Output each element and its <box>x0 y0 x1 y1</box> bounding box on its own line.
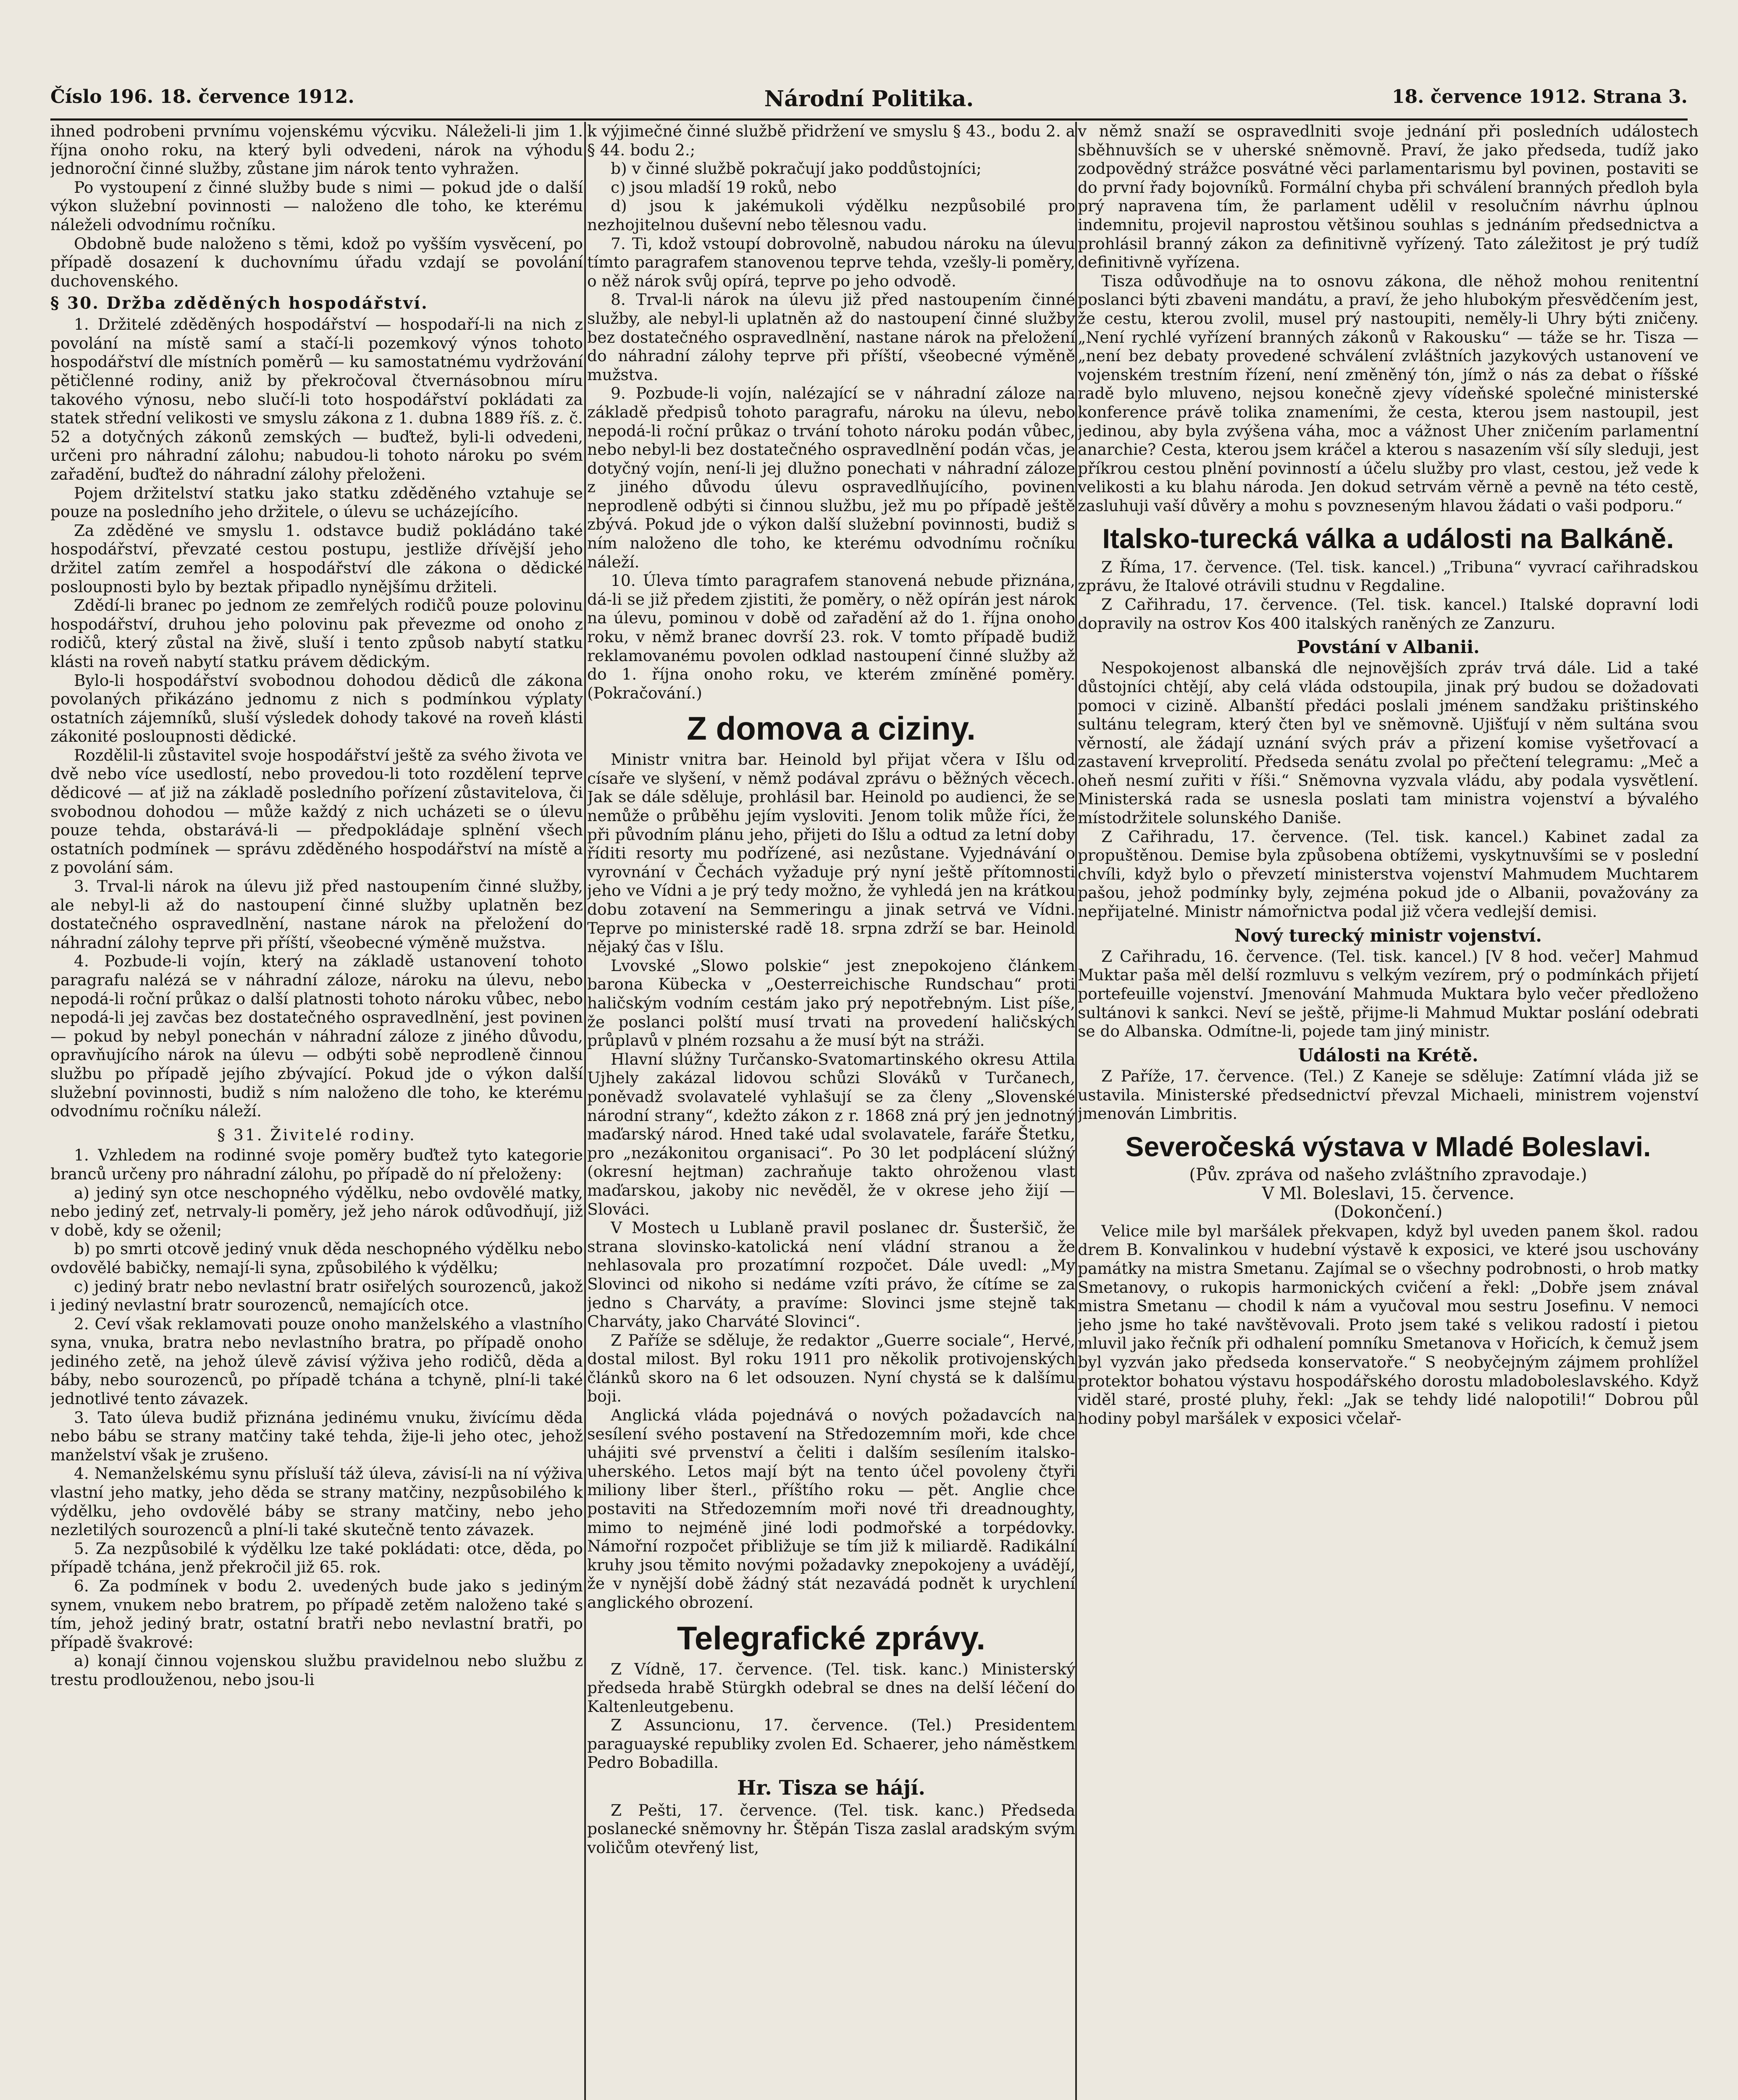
paragraph: 6. Za podmínek v bodu 2. uvedených bude jako s jediným synem, vnukem nebo bratrem, po případě zetěm naloženo také s tím, jehož jediný bratr, ostatní bratři nebo nevlastní bratři, po případě švakrové: <box>50 1577 583 1651</box>
heading-italy-turkey: Italsko-turecká válka a události na Balkáně. <box>1102 523 1674 554</box>
paragraph: 8. Trval-li nárok na úlevu již před nastoupením činné služby, ale nebyl-li uplatněn až do nastoupení činné služby bez dostatečného ospravedlnění, nastane nárok na přeložení do náhradní zálohy teprve při příští, všeobecné výměně mužstva. <box>587 290 1075 384</box>
paragraph: ihned podrobeni prvnímu vojenskému výcviku. Náleželi-li jim 1. října onoho roku, na který byli odvedeni, nárok na výhodu jednoroční činné služby, zůstane jim nárok tento vyhražen. <box>50 122 583 178</box>
column-1 <box>50 122 583 2100</box>
paragraph: Z Cařihradu, 17. července. (Tel. tisk. kancel.) Kabinet zadal za propuštěnou. Demise byla způsobena obtížemi, vyskytnuvšími se v poslední chvíli, když bylo o převzetí ministerstva vojenství Mahmudem Muchtarem pašou, jehož podmínky byly, zejména pokud jde o Albanii, považovány za nepřijatelné. Ministr námořnictva podal již včera vedlejší demisi. <box>1078 827 1699 921</box>
section-heading-31: § 31. Živitelé rodiny. <box>217 1125 416 1144</box>
paragraph: Tisza odůvodňuje na to osnovu zákona, dle něhož mohou renitentní poslanci býti zbaveni mandátu, a praví, že jeho hlubokým přesvědčením jest, že cestu, kterou zvolil, musel prý nastoupiti, neměly-li Uhry býti zničeny. „Není rychlé vyřízení branných zákonů v Rakousku“ — táže se hr. Tisza — „není bez debaty provedené schválení zvláštních jazykových ustanovení ve vojenském trestním řízení, není změněný tón, jímž o nás za debat o říšské radě bylo mluveno, nejsou konečně zjevy vídeňské společné ministerské konference právě tolika znameními, že cesta, kterou jsem nastoupil, jest jedinou, aby byla zvýšena váha, moc a vážnost Uher zničením parlamentní anarchie? Cesta, kterou jsem kráčel a kterou s nasazením vší síly sleduji, jest příkrou cestou plnění povinností a účelu služby pro vlast, cestou, jež vede k velikosti a ku blahu národa. Jen dokud setrvám věrně a pevně na této cestě, zasluhuji vaší důvěry a mohu s povzneseným hlavou žádati o vaši podporu.“ <box>1078 271 1699 515</box>
page-info: 18. července 1912. Strana 3. <box>1391 86 1688 108</box>
paragraph: b) v činné službě pokračují jako poddůstojníci; <box>611 159 982 178</box>
paragraph: a) jediný syn otce neschopného výdělku, nebo ovdovělé matky, nebo jediný zeť, netrvaly-li poměry, jež jeho nárok odůvodňují, již v době, kdy se oženil; <box>50 1183 583 1239</box>
paragraph: 1. Držitelé zděděných hospodářství — hospodaří-li na nich z povolání na místě samí a stačí-li pozemkový výnos tohoto hospodářství dle místních poměrů — ku samostatnému vydržování pětičlenné rodiny, aniž by překročoval čtvernásobnou míru takového výnosu, nebo slučí-li toto hospodářství pokládati za statek střední velikosti ve smyslu zákona z 1. dubna 1889 říš. z. č. 52 a dotyčných zákonů zemských — buďtež, byli-li odvedeni, určeni pro náhradní zálohu; nabudou-li tohoto nároku po svém zařadění, buďtež do náhradní zálohy přeloženi. <box>50 315 583 483</box>
paragraph: 3. Trval-li nárok na úlevu již před nastoupením činné služby, ale nebyl-li až do nastoupení činné služby uplatněn bez dostatečného ospravedlnění, nastane nárok na přeložení do náhradní zálohy teprve při příští, všeobecné výměně mužstva. <box>50 877 583 952</box>
paragraph: Z Paříže, 17. července. (Tel.) Z Kaneje se sděluje: Zatímní vláda již se ustavila. Ministerské předsednictví převzal Michaeli, ministrem vojenství jmenován Limbritis. <box>1078 1066 1699 1123</box>
issue-info: Číslo 196. 18. července 1912. <box>50 86 354 108</box>
paragraph: V Mostech u Lublaně pravil poslanec dr. Šusteršič, že strana slovinsko-katolická není vládní stranou a že nehlasovala pro prozatímní rozpočet. Dále uvedl: „My Slovinci od nikoho si nedáme vzíti právo, že cítíme se za jedno s Charváty, a pravíme: Slovinci jsme stejně tak Charváty, jako Charváté Slovinci“. <box>587 1218 1075 1331</box>
paragraph: 9. Pozbude-li vojín, nalézající se v náhradní záloze na základě předpisů tohoto paragrafu, nároku na úlevu, nebo nepodá-li roční průkaz o trvání tohoto nároku podán vůbec, nebo nebyl-li bez dostatečného ospravedlnění podán včas, je dotyčný vojín, není-li jej dlužno ponechati v náhradní záloze z jiného důvodu úlevu ospravedlňujícího, povinen neprodleně odbýti si činnou službu, jež mu po případě ještě zbývá. Pokud jde o výkon další služební povinnosti, budiž s ním naloženo dle toho, ke kterému odvodnímu ročníku náleží. <box>587 384 1075 571</box>
paragraph: b) po smrti otcově jediný vnuk děda neschopného výdělku nebo ovdovělé babičky, nemají-li syna, způsobilého k výdělku; <box>50 1239 583 1277</box>
paragraph: 4. Nemanželskému synu přísluší táž úleva, závisí-li na ní výživa vlastní jeho matky, jeho děda se strany matčiny, nezpůsobilého k výdělku, jeho ovdovělé báby se strany matčiny, nebo jeho nezletilých sourozenců a plní-li také skutečně tento závazek. <box>50 1464 583 1539</box>
paragraph: Z Pešti, 17. července. (Tel. tisk. kanc.) Předseda poslanecké sněmovny hr. Štěpán Tisza zaslal aradským svým voličům otevřený list, <box>587 1801 1075 1857</box>
column-2 <box>587 122 1075 2100</box>
paragraph: Z Vídně, 17. července. (Tel. tisk. kanc.) Ministerský předseda hrabě Stürgkh odebral se dnes na delší léčení do Kaltenleutgebenu. <box>587 1659 1075 1716</box>
heading-tisza: Hr. Tisza se hájí. <box>737 1776 926 1800</box>
paragraph: Z Assuncionu, 17. července. (Tel.) Presidentem paraguayské republiky zvolen Ed. Schaerer, jeho náměstkem Pedro Bobadilla. <box>587 1716 1075 1772</box>
paragraph: Bylo-li hospodářství svobodnou dohodou dědiců dle zákona povolaných přikázáno jednomu z nich s podmínkou výplaty ostatních zájemníků, sluší výsledek dohody takové na roveň klásti zákonité posloupnosti dědické. <box>50 671 583 746</box>
paragraph: k výjimečné činné službě přidržení ve smyslu § 43., bodu 2. a § 44. bodu 2.; <box>587 122 1075 159</box>
paragraph: Z Cařihradu, 16. července. (Tel. tisk. kancel.) [V 8 hod. večer] Mahmud Muktar paša měl delší rozmluvu s velkým vezírem, prý o podmínkách přijetí portefeuille vojenství. Jmenování Mahmuda Muktara bylo večer předloženo sultánovi k sankci. Neví se ještě, přijme-li Mahmud Muktar poslání odebrati se do Albanska. Odmítne-li, pojede tam jiný ministr. <box>1078 947 1699 1041</box>
paragraph: Velice mile byl maršálek překvapen, když byl uveden panem škol. radou drem B. Konvalinkou v hudební výstavě k exposici, ve které jsou uschovány památky na mistra Smetanu. Zajímal se o všechny podrobnosti, o hrob matky Smetanovy, o rukopis harmonických cvičení a řekl: „Dobře jsem znával mistra Smetanu — chodil k nám a vyučoval mou sestru Josefinu. V nemoci jeho jsme ho také navštěvovali. Proto jsem také s velikou radostí i pietou mluvil jako řečník při odhalení pomníku Smetanova v Hořicích, k čemuž jsem byl vyzván jako předseda konservatoře.“ S neobyčejným zájmem prohlížel protektor bohatou výstavu hospodářského dorostu mladoboleslavského. Když viděl staré, prosté pluhy, řekl: „Jak se tehdy lidé nalopotili!“ Dobrou půl hodiny pobyl maršálek v exposici včelař- <box>1078 1221 1699 1428</box>
paragraph: Anglická vláda pojednává o nových požadavcích na sesílení svého postavení na Středozemním moři, kde chce uhájiti své prvenství a čeliti i dalším sesílením italsko-uherského. Letos mají být na tento účel povoleny čtyři miliony liber šterl., příštího roku — pět. Anglie chce postaviti na Středozemním moři nové tři dreadnoughty, mimo to nejméně jiné lodi podmořské a torpédovky. Námořní rozpočet přibližuje se tím již k miliardě. Radikální kruhy jsou těmito novými požadavky znepokojeny a uvádějí, že v nynější době žádný stát nezavádá podnět k urychlení anglického obrození. <box>587 1406 1075 1612</box>
page-header <box>50 86 1688 116</box>
column-3 <box>1078 122 1699 2100</box>
paragraph: d) jsou k jakémukoli výdělku nezpůsobilé pro nezhojitelnou duševní nebo tělesnou vadu. <box>587 197 1075 234</box>
paragraph: Zdědí-li branec po jednom ze zemřelých rodičů pouze polovinu hospodářství, druhou jeho polovinu pak převezme od onoho z rodičů, který zůstal na živě, sluší i tento způsob nabytí statku klásti na roveň nabytí statku právem dědickým. <box>50 596 583 671</box>
paragraph: c) jsou mladší 19 roků, nebo <box>611 178 837 197</box>
heading-domov: Z domova a ciziny. <box>687 710 976 747</box>
header-rule <box>50 118 1688 121</box>
paragraph: 2. Ceví však reklamovati pouze onoho manželského a vlastního syna, vnuka, bratra nebo nevlastního bratra, po případě onoho jediného zetě, na jehož úlevě závisí výživa jeho rodičů, děda a báby, nebo sourozenců, po případě tchána a tchyně, plní-li také jednotlivé tento závazek. <box>50 1314 583 1408</box>
heading-telegraph: Telegrafické zprávy. <box>677 1619 986 1656</box>
column-divider-2 <box>1075 122 1077 2100</box>
paragraph: v němž snaží se ospravedlniti svoje jednání při posledních událostech sběhnuvších se v uherské sněmovně. Praví, že jako předseda, tudíž jako zodpovědný strážce posvátné věci parlamentarismu byl povinen, postaviti se do první řady bojovníků. Formální chyba při schválení branných předloh byla prý napravena tím, že parlament udělil v resolučním návrhu úplnou indemnitu, projevil naprostou většinou souhlas s jednáním předsednictva a prohlásil branný zákon za definitivně vyřízený. Tato záležitost je prý tudíž definitivně vyřízena. <box>1078 122 1699 272</box>
paragraph: Za zděděné ve smyslu 1. odstavce budiž pokládáno také hospodářství, převzaté cestou postupu, jestliže dřívější jeho držitel zatím zemřel a hospodářství dle zákona o dědické posloupnosti bylo by beztak připadlo nynějšímu držiteli. <box>50 521 583 596</box>
paragraph: Lvovské „Slowo polskie“ jest znepokojeno článkem barona Kübecka v „Oesterreichische Rundschau“ proti haličským vodním cestám jako prý nepotřebným. List píše, že poslanci polští musí trvati na provedení haličských průplavů v plném rozsahu a že musí být na stráži. <box>587 956 1075 1050</box>
paragraph: Po vystoupení z činné služby bude s nimi — pokud jde o další výkon služební povinnosti — naloženo dle toho, ke kterému náleželi odvodnímu ročníku. <box>50 178 583 234</box>
paragraph: 7. Ti, kdož vstoupí dobrovolně, nabudou nároku na úlevu tímto paragrafem stanovenou teprve tehda, vzešly-li poměry, o něž nárok svůj opírá, teprve po jeho odvodě. <box>587 234 1075 290</box>
paragraph: Nespokojenost albanská dle nejnovějších zpráv trvá dále. Lid a také důstojníci chtějí, aby celá vláda odstoupila, jinak prý budou se dožadovati pomoci v cizině. Albanští předáci poslali jménem sandžaku prištinského sultánu telegram, který čten byl ve sněmovně. Ujišťují v něm sultána svou věrností, ale žádají uznání svých práv a přizení komise vyšetřovací a zastavení krveprolití. Předseda senátu zvolal po přečtení telegramu: „Meč a oheň nesmí zuřiti v říši.“ Sněmovna vyzvala vládu, aby podala vysvětlení. Ministerská rada se usnesla poslati tam ministra vojenství a bývalého místodržitele solunského Daniše. <box>1078 659 1699 827</box>
paragraph: c) jediný bratr nebo nevlastní bratr osiřelých sourozenců, jakož i jediný nevlastní bratr sourozenců, nemajících otce. <box>50 1277 583 1315</box>
paragraph: Hlavní slúžny Turčansko-Svatomartinského okresu Attila Ujhely zakázal lidovou schůzi Slováků v Turčanech, poněvadž svolavatelé vyhlašují se za členy „Slovenské národní strany“, kdežto zákon z r. 1868 zná prý jen jednotný maďarský národ. Hned také udal svolavatele, faráře Štetku, pro „nezákonitou organisaci“. Po 30 let podplácení slúžný (okresní hejtman) zachraňuje takto ohroženou vlast maďarskou, jakoby nic nevěděl, že v okrese jeho žijí — Slováci. <box>587 1050 1075 1218</box>
paragraph: Rozdělil-li zůstavitel svoje hospodářství ještě za svého života ve dvě nebo více usedlostí, nebo provedou-li toto rozdělení teprve dědicové — ať již na základě posledního pořízení zůstavitelova, či svobodnou dohodou — může každý z nich ucházeti se o úlevu pouze tehda, obstarává-li — předpokládaje splnění všech ostatních podmínek — správu zděděného hospodářství na místě a z povolání sám. <box>50 746 583 877</box>
paragraph: Pojem držitelství statku jako statku zděděného vztahuje se pouze na posledního jeho držitele, o úlevu se ucházejícího. <box>50 483 583 521</box>
section-heading-30: § 30. Držba zděděných hospodářství. <box>50 294 428 313</box>
exhibition-dateline: V Ml. Boleslavi, 15. července. <box>1262 1184 1515 1203</box>
paragraph: Z Paříže se sděluje, že redaktor „Guerre sociale“, Hervé, dostal milost. Byl roku 1911 pro několik protivojenských článků skoro na 6 let odsouzen. Nyní chystá se k dalšímu boji. <box>587 1331 1075 1406</box>
heading-albania: Povstání v Albanii. <box>1297 637 1480 658</box>
paragraph: Obdobně bude naloženo s těmi, kdož po vyšším vysvěcení, po případě dosazení k duchovnímu úřadu vzdají se povolání duchovenského. <box>50 234 583 290</box>
paragraph: 4. Pozbude-li vojín, který na základě ustanovení tohoto paragrafu nalézá se v náhradní záloze, nároku na úlevu, nebo nepodá-li roční průkaz o další platnosti tohoto nároku vůbec, nebo nepodá-li jej zavčas bez dostatečného ospravedlnění, jest povinen — pokud by nebyl ponechán v náhradní záloze z jiného důvodu, opravňujícího nárok na úlevu — odbýti sobě neprodleně činnou službu po případě jejího zbývající. Pokud jde o výkon další služební povinnosti, budiž s ním naloženo dle toho, ke kterému odvodnímu ročníku náleží. <box>50 952 583 1121</box>
paragraph: 1. Vzhledem na rodinné svoje poměry buďtež tyto kategorie branců určeny pro náhradní zálohu, po případě do ní přeloženy: <box>50 1146 583 1183</box>
heading-crete: Události na Krétě. <box>1298 1045 1478 1066</box>
heading-exhibition: Severočeská výstava v Mladé Boleslavi. <box>1125 1131 1651 1162</box>
paragraph: Ministr vnitra bar. Heinold byl přijat včera v Išlu od císaře ve slyšení, v němž podával zprávu o běžných věcech. Jak se dále sděluje, prohlásil bar. Heinold po audienci, že se nemůže o průběhu jejím vysloviti. Jenom tolik může říci, že při původním plánu jeho, přijeti do Išlu a odtud za letní doby říditi resorty mu podřízené, asi nezůstane. Vyjednávání o vyrovnání v Čechách vyžaduje prý nyní ještě přítomnosti jeho ve Vídni a je prý tedy možno, že vyhledá jen na krátkou dobu zotavení na Semmeringu a jinak setrvá ve Vídni. Teprve po ministerské radě 18. srpna zdrží se bar. Heinold nějaký čas v Išlu. <box>587 750 1075 956</box>
paragraph: 3. Tato úleva budiž přiznána jedinému vnuku, živícímu děda nebo bábu se strany matčiny také tehda, žije-li jeho otec, jehož manželství však je zrušeno. <box>50 1408 583 1464</box>
heading-new-minister: Nový turecký ministr vojenství. <box>1234 925 1542 946</box>
paragraph: a) konají činnou vojenskou službu pravidelnou nebo službu z trestu prodlouženou, nebo jsou-li <box>50 1651 583 1689</box>
paragraph: Z Cařihradu, 17. července. (Tel. tisk. kancel.) Italské dopravní lodi dopravily na ostrov Kos 400 italských raněných ze Zanzuru. <box>1078 595 1699 633</box>
paragraph: Z Říma, 17. července. (Tel. tisk. kancel.) „Tribuna“ vyvrací cařihradskou zprávu, že Italové otrávili studnu v Regdaline. <box>1078 557 1699 595</box>
column-divider-1 <box>584 122 586 2100</box>
exhibition-continuation: (Dokončení.) <box>1334 1202 1443 1222</box>
paragraph: 5. Za nezpůsobilé k výdělku lze také pokládati: otce, děda, po případě tchána, jenž překročil již 65. rok. <box>50 1539 583 1577</box>
exhibition-subtitle: (Pův. zpráva od našeho zvláštního zpravodaje.) <box>1189 1165 1587 1185</box>
newspaper-title: Národní Politika. <box>764 86 974 112</box>
paragraph: 10. Úleva tímto paragrafem stanovená nebude přiznána, dá-li se již předem zjistiti, že poměry, o něž opírán jest nárok na úlevu, pominou v době od zařadění až do 1. října onoho roku, v němž branec dovrší 23. rok. V tomto případě budiž reklamovanému povolen odklad nastoupení činné služby až do 1. října onoho roku, ve kterém zmíněné poměry. (Pokračování.) <box>587 571 1075 702</box>
